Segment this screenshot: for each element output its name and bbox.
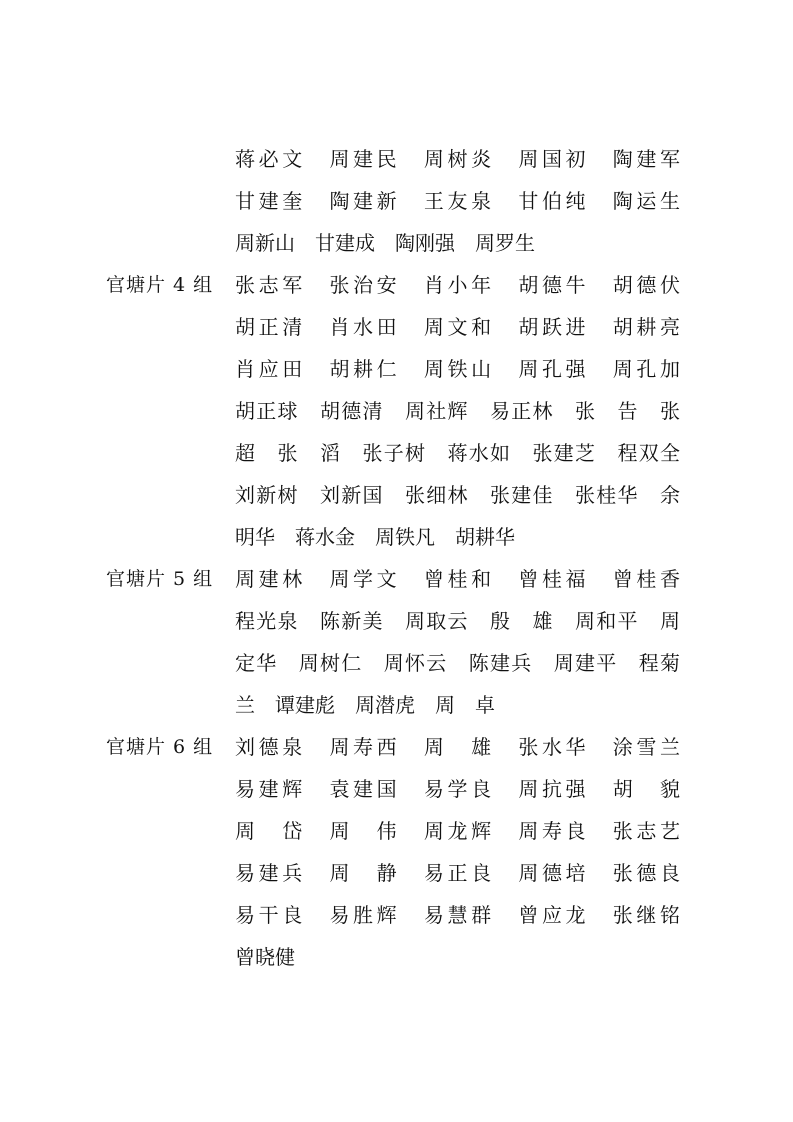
name-line (0, 772, 793, 806)
name-line-text: 张志军 张治安 肖小年 胡德牛 胡德伏 (235, 273, 680, 297)
name-line (0, 814, 793, 848)
name-line-text: 易建辉 袁建国 易学良 周抗强 胡 貌 (235, 777, 680, 801)
name-line (0, 142, 793, 176)
name-line-text: 周 岱 周 伟 周龙辉 周寿良 张志艺 (235, 819, 680, 843)
name-line (0, 520, 793, 554)
name-line (0, 394, 793, 428)
group-label: 官塘片 6 组 (106, 736, 214, 758)
name-line-text: 刘新树 刘新国 张细林 张建佳 张桂华 余 (235, 483, 680, 507)
name-line-text: 明华 蒋水金 周铁凡 胡耕华 (235, 525, 515, 549)
name-line (0, 352, 793, 386)
name-line-text: 超 张 滔 张子树 蒋水如 张建芝 程双全 (235, 441, 680, 465)
name-line (0, 478, 793, 512)
name-line (0, 646, 793, 680)
name-line-text: 蒋必文 周建民 周树炎 周国初 陶建军 (235, 147, 680, 171)
name-line (0, 268, 793, 302)
name-line-text: 肖应田 胡耕仁 周铁山 周孔强 周孔加 (235, 357, 680, 381)
name-line-text: 刘德泉 周寿西 周 雄 张水华 涂雪兰 (235, 735, 680, 759)
name-line-text: 定华 周树仁 周怀云 陈建兵 周建平 程菊 (235, 651, 680, 675)
name-line (0, 856, 793, 890)
name-line-text: 甘建奎 陶建新 王友泉 甘伯纯 陶运生 (235, 189, 680, 213)
group-label: 官塘片 5 组 (106, 568, 214, 590)
name-line-text: 周新山 甘建成 陶刚强 周罗生 (235, 231, 535, 255)
name-line (0, 184, 793, 218)
name-line (0, 226, 793, 260)
name-line (0, 940, 793, 974)
name-line-text: 胡正清 肖水田 周文和 胡跃进 胡耕亮 (235, 315, 680, 339)
name-line-text: 程光泉 陈新美 周取云 殷 雄 周和平 周 (235, 609, 680, 633)
name-line-text: 胡正球 胡德清 周社辉 易正林 张 告 张 (235, 399, 680, 423)
name-line-text: 易干良 易胜辉 易慧群 曾应龙 张继铭 (235, 903, 680, 927)
name-line (0, 436, 793, 470)
name-line (0, 562, 793, 596)
name-line (0, 310, 793, 344)
name-line-text: 兰 谭建彪 周潜虎 周 卓 (235, 693, 495, 717)
name-line (0, 688, 793, 722)
name-line-text: 周建林 周学文 曾桂和 曾桂福 曾桂香 (235, 567, 680, 591)
group-label: 官塘片 4 组 (106, 274, 214, 296)
name-line (0, 730, 793, 764)
name-line (0, 898, 793, 932)
name-line-text: 易建兵 周 静 易正良 周德培 张德良 (235, 861, 680, 885)
name-line-text: 曾晓健 (235, 945, 295, 969)
name-line (0, 604, 793, 638)
